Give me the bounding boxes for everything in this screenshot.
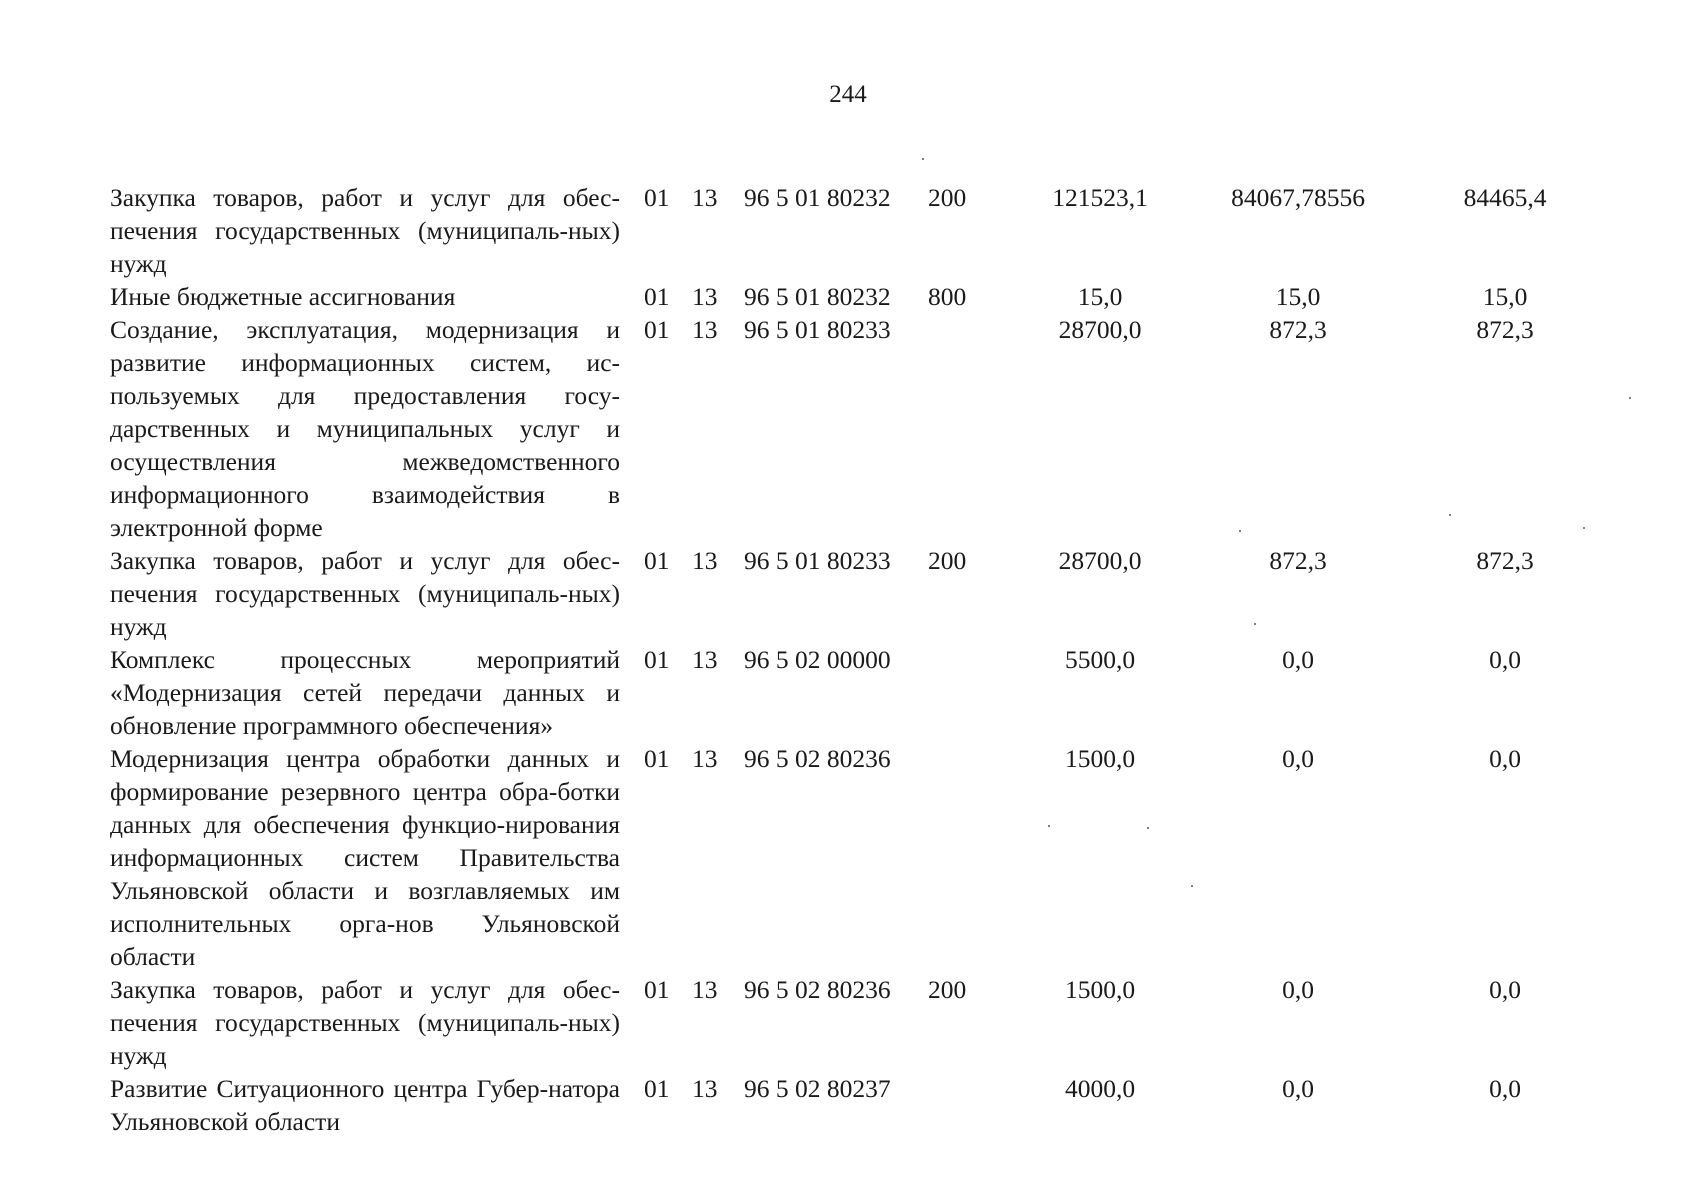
scan-speck <box>1583 527 1585 529</box>
subsection-code: 13 <box>692 1074 718 1103</box>
budget-table <box>110 181 1570 1138</box>
amount-year-3: 15,0 <box>1482 282 1528 311</box>
amount-year-3: 0,0 <box>1489 975 1521 1004</box>
row-description: Развитие Ситуационного центра Губер-натора Ульяновской области <box>110 1074 620 1136</box>
row-description: Модернизация центра обработки данных и формирование резервного центра обра-ботки данных для обеспечения функцио-нирования информационных систем Правительства Ульяновской области и возглавляемых им исполнительных орга-нов Ульяновской области <box>110 744 620 971</box>
target-article-code: 96 5 02 80236 <box>744 744 891 773</box>
section-code: 01 <box>644 975 670 1004</box>
expense-type-code: 200 <box>928 546 967 575</box>
subsection-code: 13 <box>692 315 718 344</box>
amount-year-1: 4000,0 <box>1064 1074 1136 1103</box>
row-description: Закупка товаров, работ и услуг для обес-печения государственных (муниципаль-ных) нужд <box>110 975 620 1070</box>
subsection-code: 13 <box>692 975 718 1004</box>
scan-speck <box>1147 827 1149 829</box>
target-article-code: 96 5 01 80233 <box>744 315 891 344</box>
page-number: 244 <box>829 81 867 108</box>
amount-year-1: 15,0 <box>1077 282 1123 311</box>
amount-year-2: 872,3 <box>1269 315 1327 344</box>
amount-year-2: 0,0 <box>1282 645 1314 674</box>
table-row <box>110 973 1570 1072</box>
row-description: Иные бюджетные ассигнования <box>110 282 456 311</box>
scan-speck <box>1449 514 1451 516</box>
target-article-code: 96 5 01 80232 <box>744 282 891 311</box>
target-article-code: 96 5 01 80232 <box>744 183 891 212</box>
row-description: Создание, эксплуатация, модернизация и развитие информационных систем, ис-пользуемых для предоставления госу-дарственных и муниципальных услуг и осуществления межведомственного информационного взаимодействия в электронной форме <box>110 315 620 542</box>
section-code: 01 <box>644 546 670 575</box>
table-row <box>110 742 1570 973</box>
amount-year-1: 28700,0 <box>1058 546 1142 575</box>
target-article-code: 96 5 02 80237 <box>744 1074 891 1103</box>
amount-year-2: 0,0 <box>1282 975 1314 1004</box>
amount-year-3: 872,3 <box>1476 546 1534 575</box>
amount-year-1: 1500,0 <box>1064 744 1136 773</box>
section-code: 01 <box>644 282 670 311</box>
section-code: 01 <box>644 315 670 344</box>
section-code: 01 <box>644 645 670 674</box>
expense-type-code: 800 <box>928 282 967 311</box>
amount-year-3: 872,3 <box>1476 315 1534 344</box>
scan-speck <box>1048 825 1050 827</box>
table-row <box>110 313 1570 544</box>
amount-year-2: 84067,78556 <box>1231 183 1365 212</box>
target-article-code: 96 5 02 80236 <box>744 975 891 1004</box>
amount-year-1: 121523,1 <box>1052 183 1148 212</box>
amount-year-3: 0,0 <box>1489 645 1521 674</box>
subsection-code: 13 <box>692 546 718 575</box>
table-row <box>110 280 1570 313</box>
table-row <box>110 181 1570 280</box>
scan-speck <box>922 158 924 160</box>
amount-year-2: 0,0 <box>1282 1074 1314 1103</box>
target-article-code: 96 5 01 80233 <box>744 546 891 575</box>
row-description: Комплекс процессных мероприятий «Модернизация сетей передачи данных и обновление программного обеспечения» <box>110 645 620 740</box>
section-code: 01 <box>644 1074 670 1103</box>
scan-speck <box>1254 623 1256 625</box>
subsection-code: 13 <box>692 744 718 773</box>
row-description: Закупка товаров, работ и услуг для обес-печения государственных (муниципаль-ных) нужд <box>110 546 620 641</box>
section-code: 01 <box>644 183 670 212</box>
amount-year-1: 1500,0 <box>1064 975 1136 1004</box>
expense-type-code: 200 <box>928 975 967 1004</box>
amount-year-3: 0,0 <box>1489 1074 1521 1103</box>
section-code: 01 <box>644 744 670 773</box>
amount-year-2: 15,0 <box>1275 282 1321 311</box>
scan-speck <box>1239 530 1241 532</box>
amount-year-3: 84465,4 <box>1463 183 1547 212</box>
table-row <box>110 643 1570 742</box>
amount-year-2: 872,3 <box>1269 546 1327 575</box>
subsection-code: 13 <box>692 282 718 311</box>
subsection-code: 13 <box>692 645 718 674</box>
scan-speck <box>1629 397 1631 399</box>
amount-year-1: 28700,0 <box>1058 315 1142 344</box>
subsection-code: 13 <box>692 183 718 212</box>
expense-type-code: 200 <box>928 183 967 212</box>
row-description: Закупка товаров, работ и услуг для обес-печения государственных (муниципаль-ных) нужд <box>110 183 620 278</box>
table-row <box>110 544 1570 643</box>
target-article-code: 96 5 02 00000 <box>744 645 891 674</box>
table-row <box>110 1072 1570 1138</box>
amount-year-3: 0,0 <box>1489 744 1521 773</box>
amount-year-2: 0,0 <box>1282 744 1314 773</box>
scan-speck <box>1191 885 1193 887</box>
amount-year-1: 5500,0 <box>1064 645 1136 674</box>
